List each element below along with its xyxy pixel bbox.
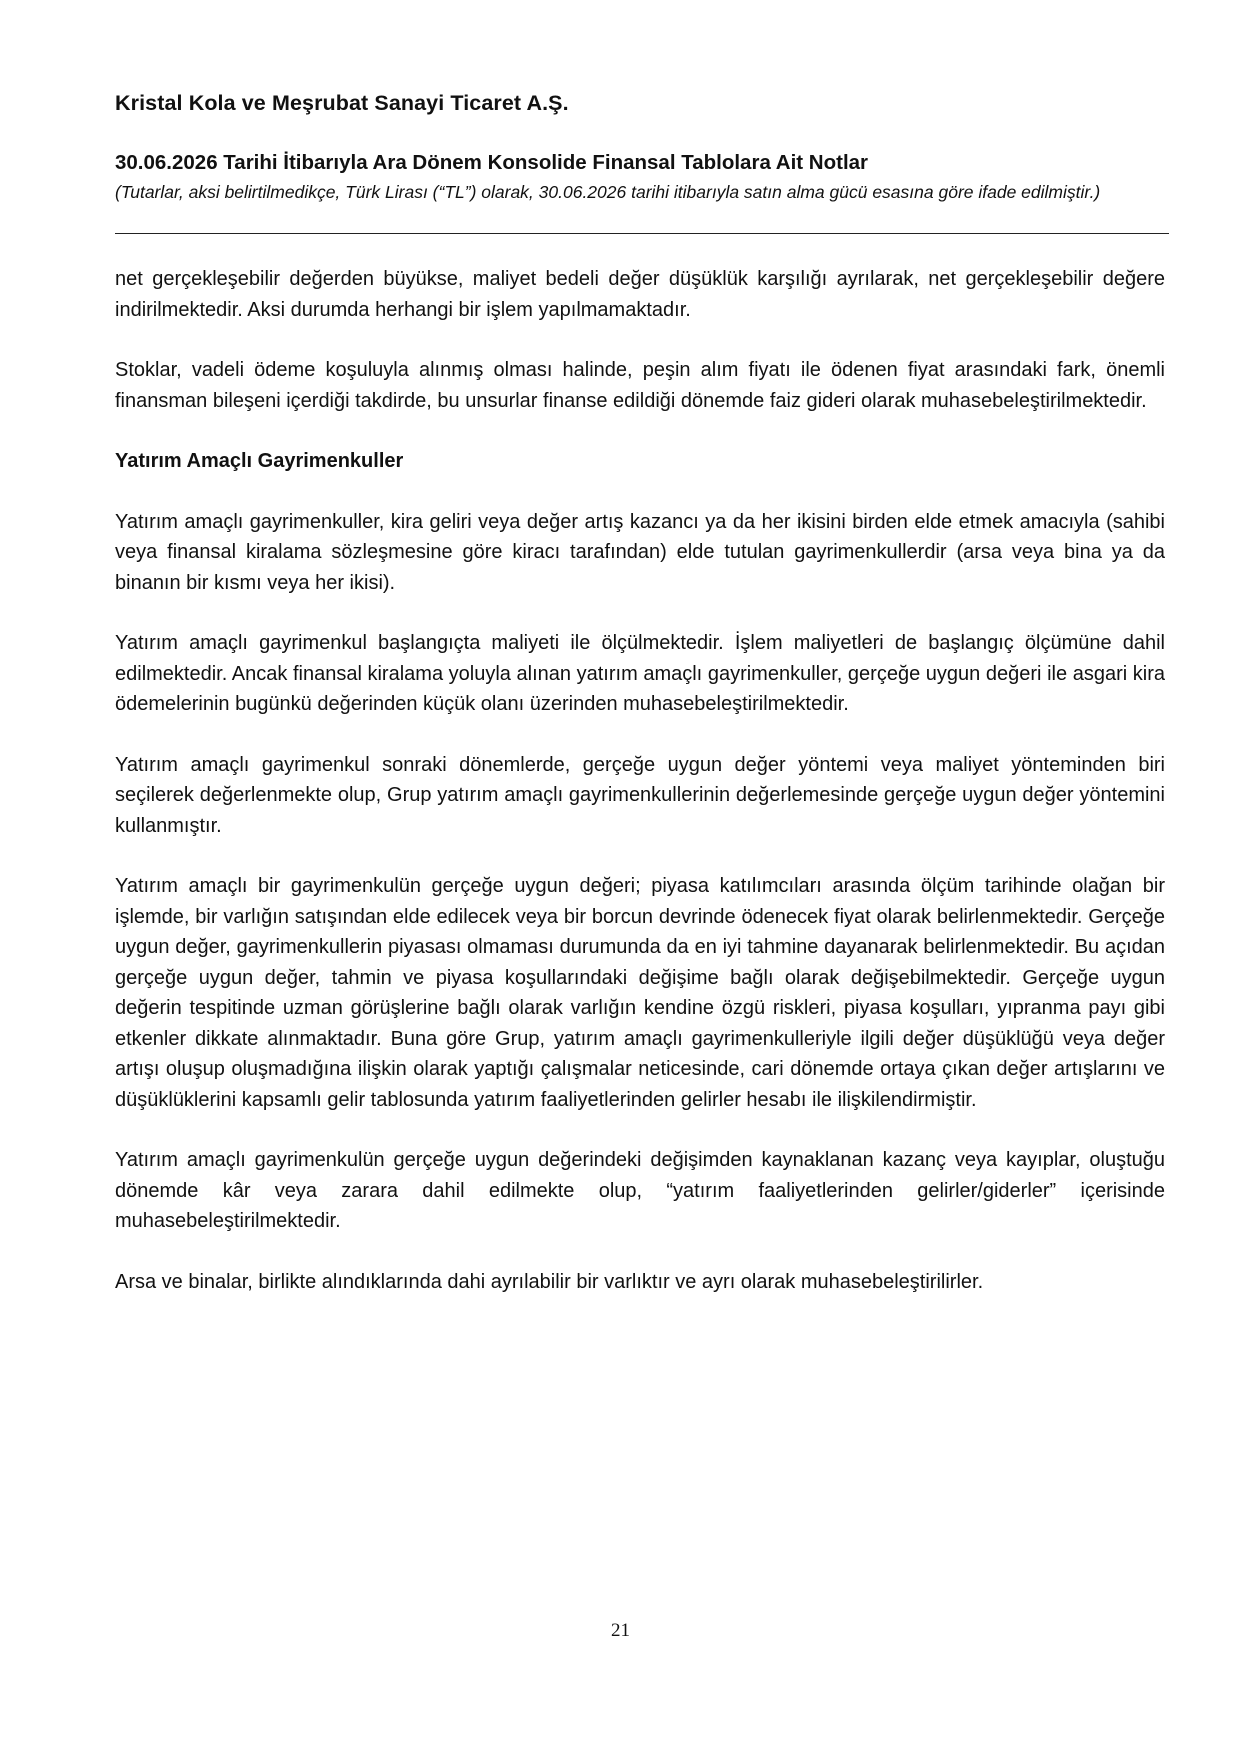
paragraph-investment-property-definition: Yatırım amaçlı gayrimenkuller, kira geliri veya değer artış kazancı ya da her ikisini birden elde etmek amacıyla (sahibi veya finansal kiralama sözleşmesine göre kiracı tarafından) elde tutulan gayrimenkullerdir (arsa veya bina ya da binanın bir kısmı veya her ikisi). <box>115 510 1165 594</box>
paragraph-subsequent-measurement: Yatırım amaçlı gayrimenkul sonraki dönemlerde, gerçeğe uygun değer yöntemi veya maliyet yönteminden biri seçilerek değerlenmekte olup, Grup yatırım amaçlı gayrimenkullerinin değerlemesinde gerçeğe uygun değer yöntemini kullanmıştır. <box>115 753 1165 837</box>
company-name: Kristal Kola ve Meşrubat Sanayi Ticaret A.Ş. <box>115 91 569 115</box>
paragraph-fair-value: Yatırım amaçlı bir gayrimenkulün gerçeğe uygun değeri; piyasa katılımcıları arasında ölçüm tarihinde olağan bir işlemde, bir varlığın satışından elde edilecek veya bir borcun devrinde ödenecek fiyat olarak belirlenmektedir. Gerçeğe uygun değer, gayrimenkullerin piyasası olmaması durumunda da en iyi tahmine dayanarak belirlenmektedir. Bu açıdan gerçeğe uygun değer, tahmin ve piyasa koşullarındaki değişime bağlı olarak değişebilmektedir. Gerçeğe uygun değerin tespitinde uzman görüşlerine bağlı olarak varlığın kendine özgü riskleri, piyasa koşulları, yıpranma payı gibi etkenler dikkate alınmaktadır. Buna göre Grup, yatırım amaçlı gayrimenkulleriyle ilgili değer düşüklüğü veya değer artışı oluşup oluşmadığına ilişkin olarak yaptığı çalışmalar neticesinde, cari dönemde ortaya çıkan değer artışlarını ve düşüklüklerini kapsamlı gelir tablosunda yatırım faaliyetlerinden gelirler hesabı ile ilişkilendirmiştir. <box>115 875 1165 1111</box>
paragraph-gains-losses: Yatırım amaçlı gayrimenkulün gerçeğe uygun değerindeki değişimden kaynaklanan kazanç veya kayıplar, oluştuğu dönemde kâr veya zarara dahil edilmekte olup, “yatırım faaliyetlerinden gelirler/giderler” içerisinde muhasebeleştirilmektedir. <box>115 1149 1165 1232</box>
header-divider <box>115 233 1169 234</box>
paragraph-initial-measurement: Yatırım amaçlı gayrimenkul başlangıçta maliyeti ile ölçülmektedir. İşlem maliyetleri de başlangıç ölçümüne dahil edilmektedir. Ancak finansal kiralama yoluyla alınan yatırım amaçlı gayrimenkuller, gerçeğe uygun değeri ile asgari kira ödemelerinin bugünkü değerinden küçük olanı üzerinden muhasebeleştirilmektedir. <box>115 632 1165 715</box>
paragraph-land-buildings: Arsa ve binalar, birlikte alındıklarında dahi ayrılabilir bir varlıktır ve ayrı olarak muhasebeleştirilirler. <box>115 1270 984 1293</box>
body-text <box>115 264 1165 1327</box>
currency-note-subtitle: (Tutarlar, aksi belirtilmedikçe, Türk Lirası (“TL”) olarak, 30.06.2026 tarihi itibarıyla satın alma gücü esasına göre ifade edilmiştir.) <box>115 182 1101 202</box>
page-number: 21 <box>611 1620 630 1641</box>
section-heading-investment-property: Yatırım Amaçlı Gayrimenkuller <box>115 450 404 472</box>
paragraph-inventory-financing: Stoklar, vadeli ödeme koşuluyla alınmış olması halinde, peşin alım fiyatı ile ödenen fiyat arasındaki fark, önemli finansman bileşeni içerdiği takdirde, bu unsurlar finanse edildiği dönemde faiz gideri olarak muhasebeleştirilmektedir. <box>115 359 1165 412</box>
paragraph-inventory-impairment: net gerçekleşebilir değerden büyükse, maliyet bedeli değer düşüklük karşılığı ayrılarak, net gerçekleşebilir değere indirilmektedir. Aksi durumda herhangi bir işlem yapılmamaktadır. <box>115 268 1165 321</box>
notes-title: 30.06.2026 Tarihi İtibarıyla Ara Dönem Konsolide Finansal Tablolara Ait Notlar <box>115 151 869 174</box>
